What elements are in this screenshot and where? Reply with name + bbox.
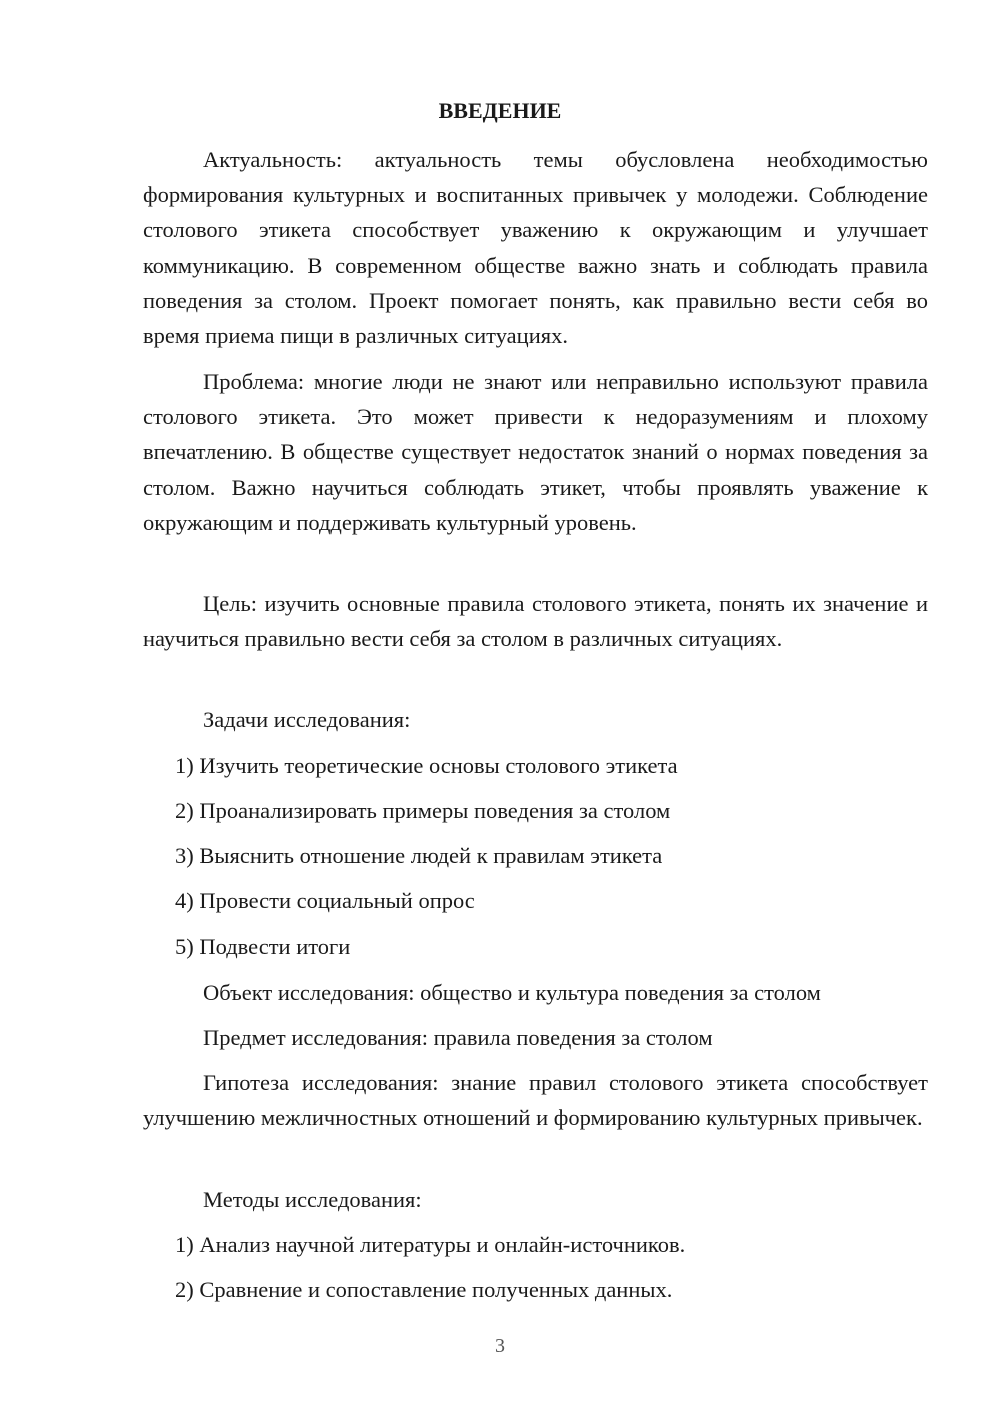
paragraph-object: Объект исследования: общество и культура поведения за столом	[203, 980, 821, 1005]
task-item-3: 3) Выяснить отношение людей к правилам этикета	[175, 843, 663, 868]
paragraph-relevance: Актуальность: актуальность темы обусловлена необходимостью формирования культурных и воспитанных привычек у молодежи. Соблюдение столового этикета способствует уважению к окружающим и улучшает коммуникацию. В современном обществе важно знать и соблюдать правила поведения за столом. Проект помогает понять, как правильно вести себя во время приема пищи в различных ситуациях.	[143, 147, 928, 349]
task-item-4: 4) Провести социальный опрос	[175, 888, 475, 913]
task-item-2: 2) Проанализировать примеры поведения за столом	[175, 798, 671, 823]
paragraph-goal: Цель: изучить основные правила столового этикета, понять их значение и научиться правильно вести себя за столом в различных ситуациях.	[143, 591, 928, 652]
tasks-heading: Задачи исследования:	[203, 707, 411, 732]
paragraph-subject: Предмет исследования: правила поведения за столом	[203, 1025, 713, 1050]
method-item-2: 2) Сравнение и сопоставление полученных данных.	[175, 1277, 673, 1302]
methods-heading: Методы исследования:	[203, 1187, 422, 1212]
task-item-5: 5) Подвести итоги	[175, 934, 351, 959]
task-item-1: 1) Изучить теоретические основы столового этикета	[175, 753, 678, 778]
page-number: 3	[495, 1335, 505, 1357]
paragraph-hypothesis: Гипотеза исследования: знание правил столового этикета способствует улучшению межличностных отношений и формированию культурных привычек.	[143, 1070, 928, 1131]
method-item-1: 1) Анализ научной литературы и онлайн-источников.	[175, 1232, 686, 1257]
page-heading: ВВЕДЕНИЕ	[438, 98, 562, 123]
paragraph-problem: Проблема: многие люди не знают или неправильно используют правила столового этикета. Это может привести к недоразумениям и плохому впечатлению. В обществе существует недостаток знаний о нормах поведения за столом. Важно научиться соблюдать этикет, чтобы проявлять уважение к окружающим и поддерживать культурный уровень.	[143, 369, 928, 535]
